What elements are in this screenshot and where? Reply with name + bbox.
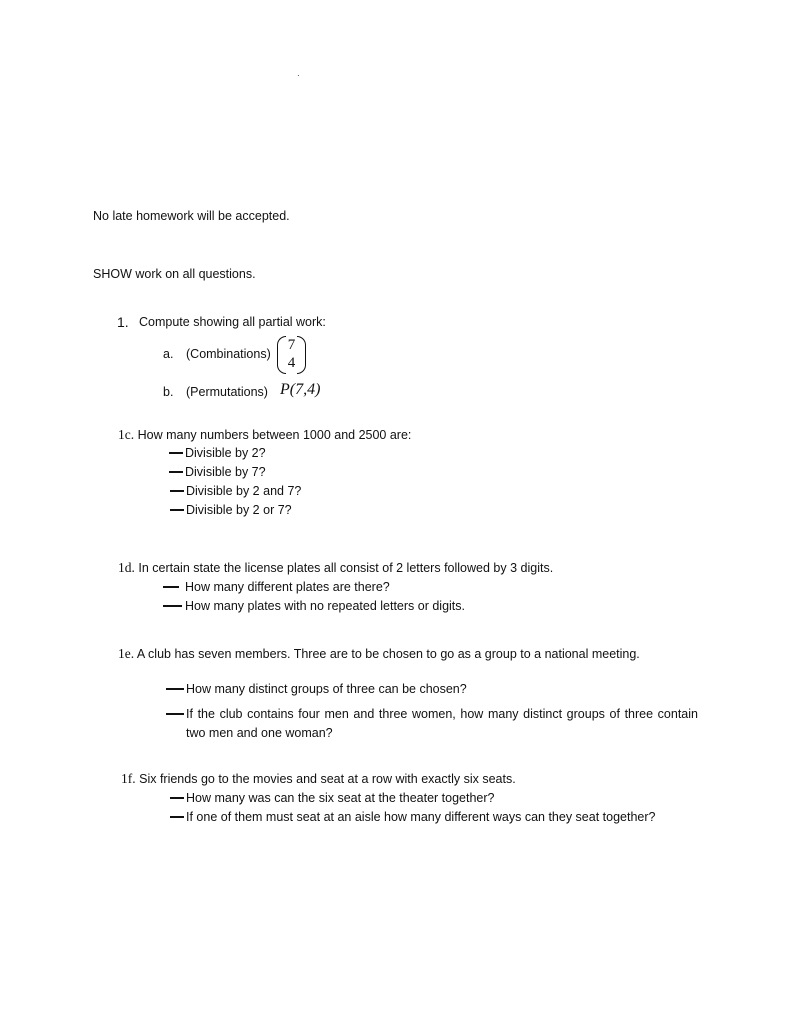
dash-bullet xyxy=(163,586,179,588)
q1d-label: 1d. xyxy=(118,560,135,575)
q1c-item: Divisible by 2? xyxy=(185,446,266,460)
list-item xyxy=(166,705,698,743)
dash-bullet xyxy=(169,452,183,454)
list-item xyxy=(170,790,495,806)
q1c-prompt: How many numbers between 1000 and 2500 are: xyxy=(137,428,412,442)
list-item xyxy=(163,598,465,614)
q1-prompt: Compute showing all partial work: xyxy=(139,315,326,329)
right-paren xyxy=(297,336,306,374)
dash-bullet xyxy=(170,816,184,818)
q1a-text: (Combinations) xyxy=(186,347,271,361)
list-item xyxy=(170,502,292,518)
list-item xyxy=(170,483,301,499)
q1e-item: If the club contains four men and three women, how many distinct groups of three contain two men and one woman? xyxy=(186,707,698,740)
q1f-item: If one of them must seat at an aisle how many different ways can they seat together? xyxy=(186,810,656,824)
dash-bullet xyxy=(166,688,184,690)
no-late-notice: No late homework will be accepted. xyxy=(93,209,290,223)
q1c-item: Divisible by 2 and 7? xyxy=(186,484,302,498)
list-item xyxy=(163,579,390,595)
top-mark: · xyxy=(297,71,300,80)
q1e-item: How many distinct groups of three can be chosen? xyxy=(186,682,467,696)
q1d-line xyxy=(118,560,553,576)
list-item xyxy=(169,445,266,461)
q1f-label: 1f. xyxy=(121,771,136,786)
q1e-prompt: A club has seven members. Three are to be chosen to go as a group to a national meeting. xyxy=(136,647,640,661)
list-item xyxy=(170,809,655,825)
permutation-formula: P(7,4) xyxy=(280,381,321,398)
dash-bullet xyxy=(163,605,182,607)
q1f-prompt: Six friends go to the movies and seat at a row with exactly six seats. xyxy=(139,772,516,786)
q1b-text: (Permutations) xyxy=(186,385,268,399)
dash-bullet xyxy=(170,490,184,492)
binom-bottom: 4 xyxy=(287,355,296,371)
q1d-item: How many plates with no repeated letters or digits. xyxy=(185,599,465,613)
q1c-label: 1c. xyxy=(118,427,135,442)
q1d-prompt: In certain state the license plates all consist of 2 letters followed by 3 digits. xyxy=(138,561,554,575)
q1e-label: 1e. xyxy=(118,646,135,661)
dash-bullet xyxy=(170,509,184,511)
dash-bullet xyxy=(170,797,184,799)
q1f-line xyxy=(121,771,516,787)
show-work-notice: SHOW work on all questions. xyxy=(93,267,256,281)
q1c-line xyxy=(118,427,411,443)
q1d-item: How many different plates are there? xyxy=(185,580,390,594)
q1b-label: b. xyxy=(163,385,174,399)
q1c-item: Divisible by 7? xyxy=(185,465,266,479)
list-item xyxy=(169,464,266,480)
q1-number: 1. xyxy=(117,314,129,330)
list-item xyxy=(166,681,467,697)
left-paren xyxy=(277,336,286,374)
binomial-coefficient xyxy=(277,336,305,372)
q1a-label: a. xyxy=(163,347,174,361)
q1f-item: How many was can the six seat at the theater together? xyxy=(186,791,495,805)
binom-top: 7 xyxy=(287,337,296,353)
dash-bullet xyxy=(166,713,184,715)
q1c-item: Divisible by 2 or 7? xyxy=(186,503,292,517)
q1e-line xyxy=(118,646,640,662)
dash-bullet xyxy=(169,471,183,473)
